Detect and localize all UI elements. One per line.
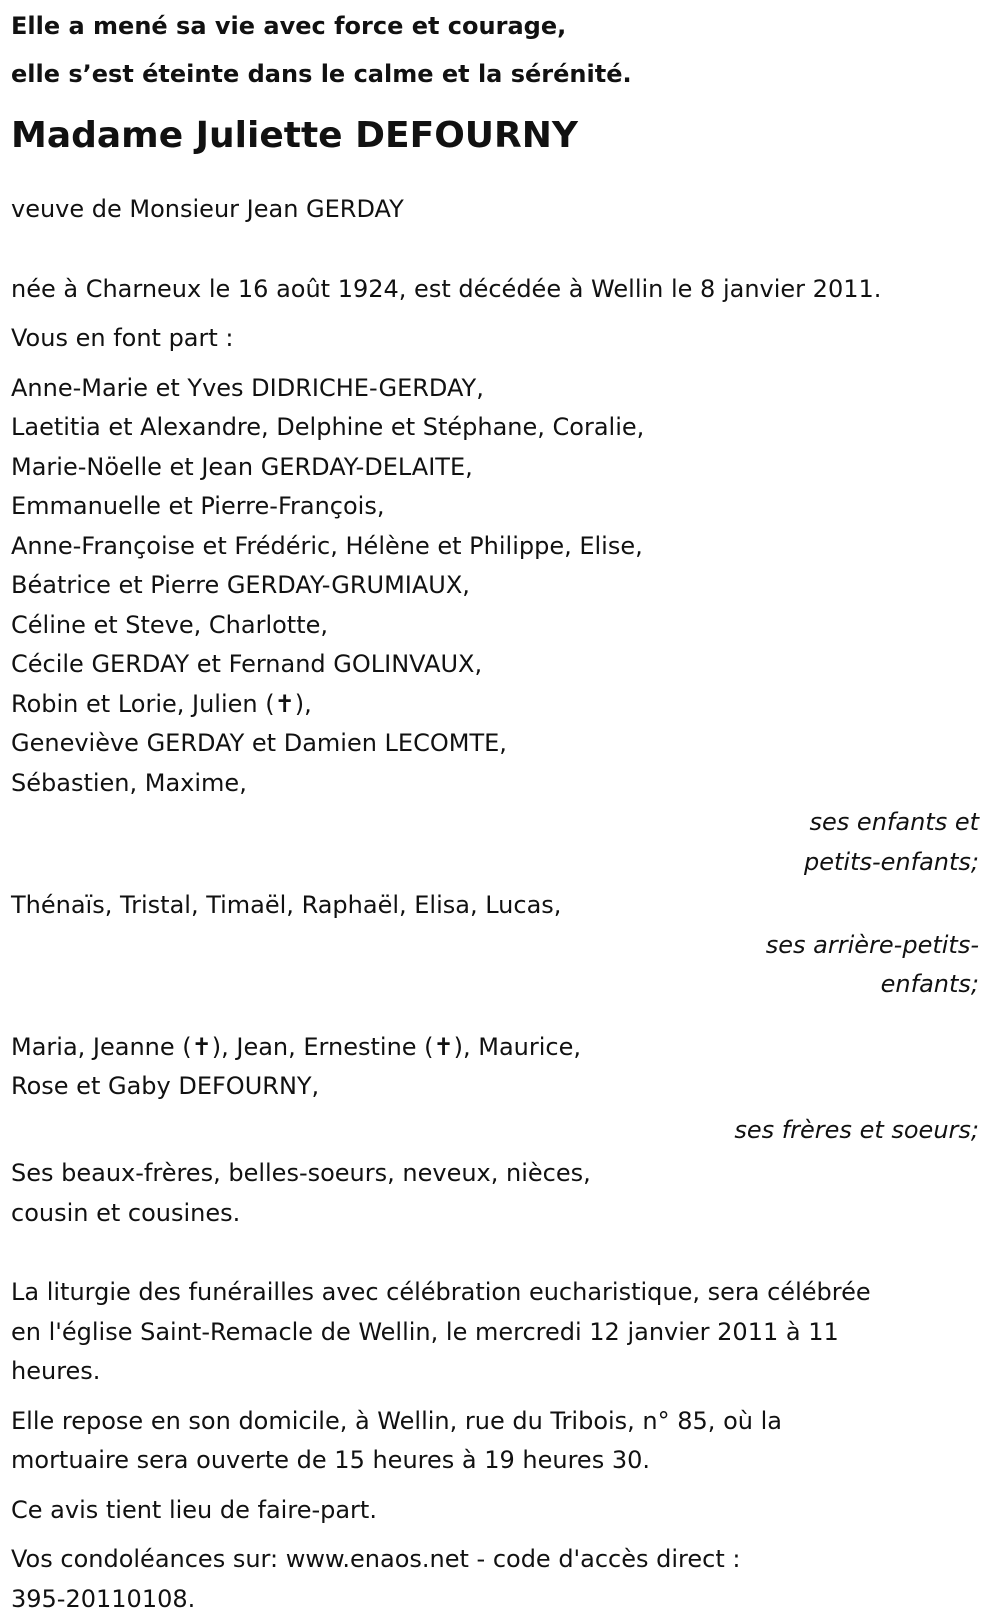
list-item: Laetitia et Alexandre, Delphine et Stéphane, Coralie, xyxy=(11,408,979,448)
list-item: Robin et Lorie, Julien (✝), xyxy=(11,685,979,725)
great-grandchildren-relation xyxy=(11,926,979,1005)
notice-text: Ce avis tient lieu de faire-part. xyxy=(11,1491,979,1531)
siblings-list xyxy=(11,1028,979,1107)
relation-line: ses enfants et xyxy=(11,803,979,843)
list-item: Céline et Steve, Charlotte, xyxy=(11,606,979,646)
list-item: Emmanuelle et Pierre-François, xyxy=(11,487,979,527)
list-item: Sébastien, Maxime, xyxy=(11,764,979,804)
paragraph-line: Vos condoléances sur: www.enaos.net - code d'accès direct : xyxy=(11,1540,979,1580)
siblings-relation: ses frères et soeurs; xyxy=(11,1111,979,1151)
intro-line: Elle a mené sa vie avec force et courage, xyxy=(11,2,979,50)
announce-label: Vous en font part : xyxy=(11,319,979,359)
obituary-notice xyxy=(11,0,979,1619)
list-item: Béatrice et Pierre GERDAY-GRUMIAUX, xyxy=(11,566,979,606)
paragraph-line: en l'église Saint-Remacle de Wellin, le mercredi 12 janvier 2011 à 11 xyxy=(11,1313,979,1353)
relation-line: petits-enfants; xyxy=(11,843,979,883)
list-item: Maria, Jeanne (✝), Jean, Ernestine (✝), Maurice, xyxy=(11,1028,979,1068)
deceased-name: Madame Juliette DEFOURNY xyxy=(11,106,979,166)
liturgy-paragraph xyxy=(11,1273,979,1392)
children-list xyxy=(11,369,979,804)
paragraph-line: La liturgie des funérailles avec célébration eucharistique, sera célébrée xyxy=(11,1273,979,1313)
great-grandchildren-list: Thénaïs, Tristal, Timaël, Raphaël, Elisa, Lucas, xyxy=(11,886,979,926)
list-item: Rose et Gaby DEFOURNY, xyxy=(11,1067,979,1107)
paragraph-line: mortuaire sera ouverte de 15 heures à 19 heures 30. xyxy=(11,1441,979,1481)
paragraph-line: heures. xyxy=(11,1352,979,1392)
access-code: 395-20110108. xyxy=(11,1580,979,1619)
relation-line: ses arrière-petits- xyxy=(11,926,979,966)
birth-death-info: née à Charneux le 16 août 1924, est décédée à Wellin le 8 janvier 2011. xyxy=(11,270,979,310)
paragraph-line: Elle repose en son domicile, à Wellin, rue du Tribois, n° 85, où la xyxy=(11,1402,979,1442)
relation-line: enfants; xyxy=(11,965,979,1005)
list-item: Marie-Nöelle et Jean GERDAY-DELAITE, xyxy=(11,448,979,488)
intro-line: elle s’est éteinte dans le calme et la sérénité. xyxy=(11,50,979,98)
list-item: Cécile GERDAY et Fernand GOLINVAUX, xyxy=(11,645,979,685)
in-laws xyxy=(11,1154,979,1233)
list-item: Anne-Françoise et Frédéric, Hélène et Philippe, Elise, xyxy=(11,527,979,567)
list-item: Ses beaux-frères, belles-soeurs, neveux, nièces, xyxy=(11,1154,979,1194)
list-item: Anne-Marie et Yves DIDRICHE-GERDAY, xyxy=(11,369,979,409)
condolences-paragraph xyxy=(11,1540,979,1619)
widow-of: veuve de Monsieur Jean GERDAY xyxy=(11,190,979,230)
list-item: cousin et cousines. xyxy=(11,1194,979,1234)
intro-quote xyxy=(11,2,979,98)
children-relation xyxy=(11,803,979,882)
list-item: Geneviève GERDAY et Damien LECOMTE, xyxy=(11,724,979,764)
repose-paragraph xyxy=(11,1402,979,1481)
